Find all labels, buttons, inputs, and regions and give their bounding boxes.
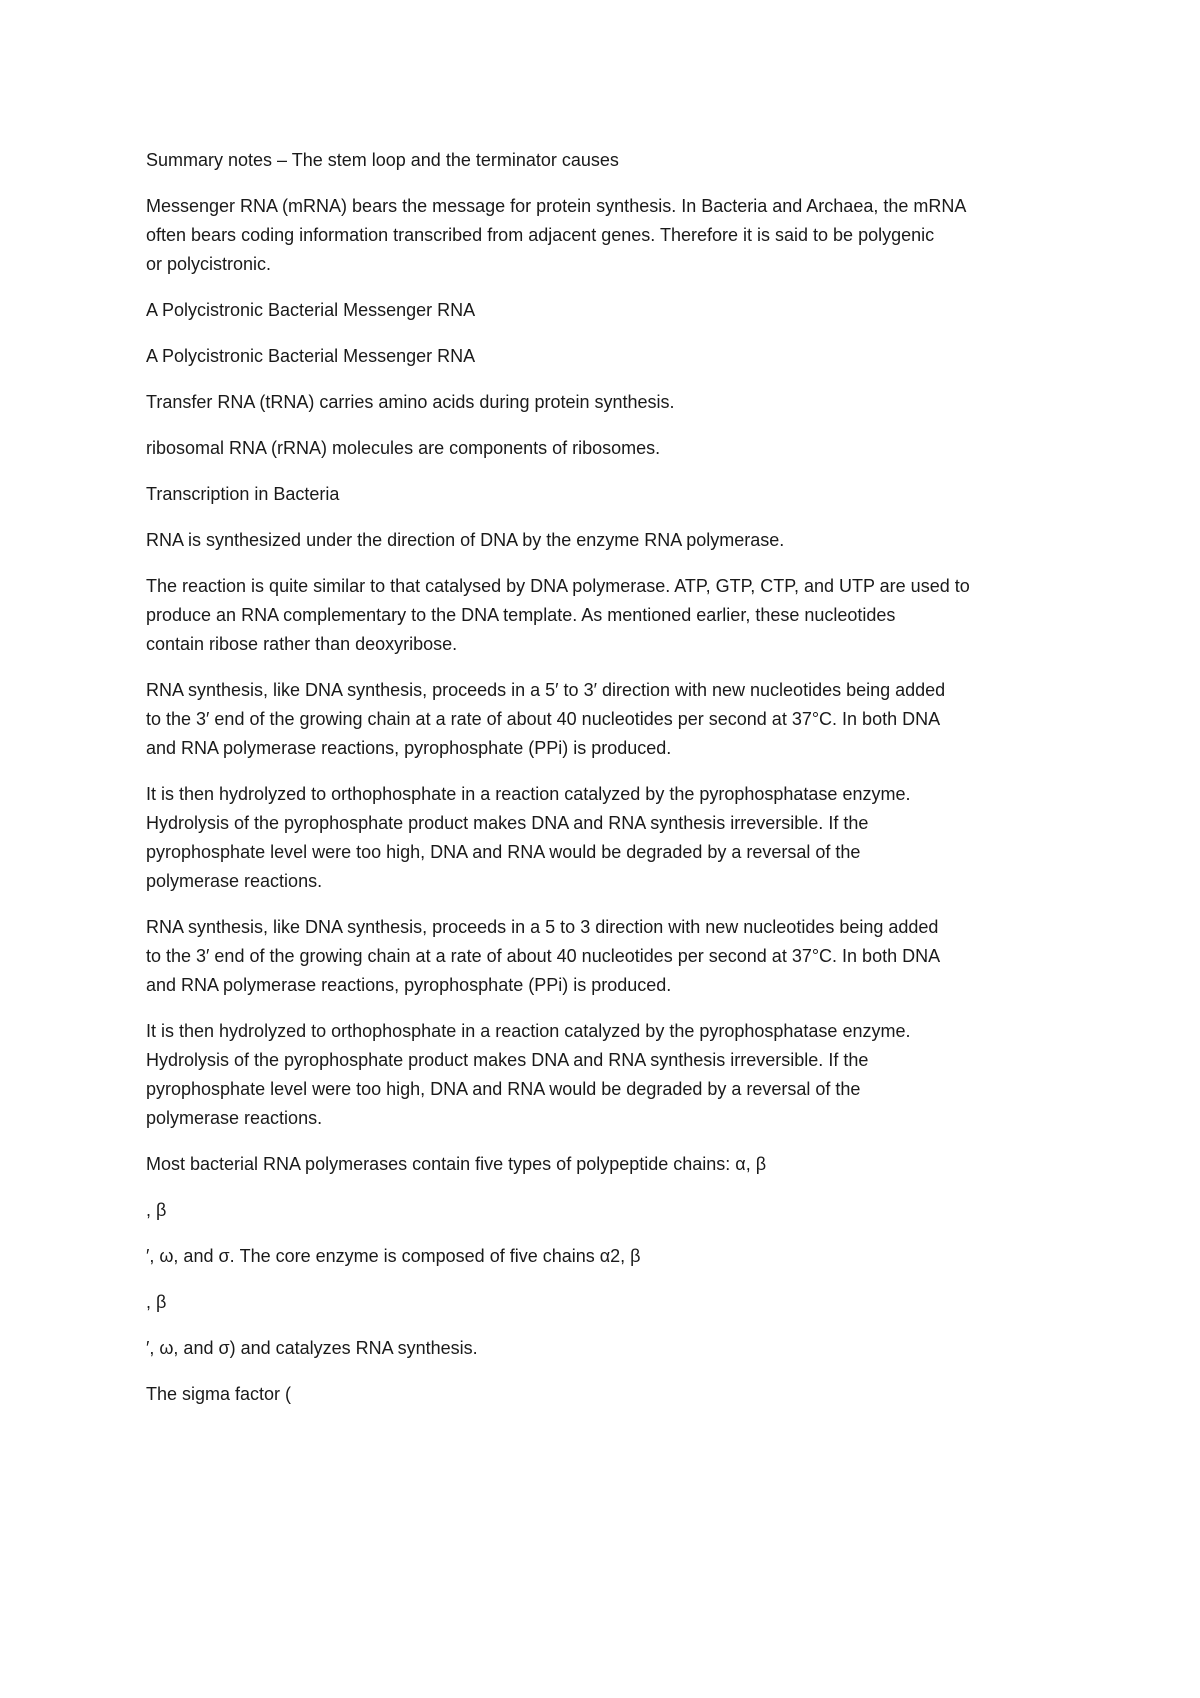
paragraph	[146, 146, 1076, 175]
paragraph	[146, 342, 1076, 371]
text-line: Most bacterial RNA polymerases contain five types of polypeptide chains: α, β	[146, 1154, 767, 1174]
paragraph	[146, 388, 1076, 417]
text-line: RNA synthesis, like DNA synthesis, proceeds in a 5 to 3 direction with new nucleotides being added	[146, 917, 939, 937]
text-line: Transcription in Bacteria	[146, 484, 340, 504]
paragraph	[146, 434, 1076, 463]
paragraph	[146, 1380, 1076, 1409]
text-line: , β	[146, 1200, 167, 1220]
text-line: RNA is synthesized under the direction of DNA by the enzyme RNA polymerase.	[146, 530, 785, 550]
text-line: and RNA polymerase reactions, pyrophosphate (PPi) is produced.	[146, 738, 672, 758]
paragraph	[146, 1196, 1076, 1225]
text-line: pyrophosphate level were too high, DNA and RNA would be degraded by a reversal of the	[146, 1079, 861, 1099]
text-line: A Polycistronic Bacterial Messenger RNA	[146, 346, 476, 366]
text-line: often bears coding information transcribed from adjacent genes. Therefore it is said to be polygenic	[146, 225, 935, 245]
text-line: ribosomal RNA (rRNA) molecules are components of ribosomes.	[146, 438, 661, 458]
document-body	[146, 146, 1076, 1426]
text-line: Summary notes – The stem loop and the terminator causes	[146, 150, 619, 170]
text-line: ′, ω, and σ) and catalyzes RNA synthesis.	[146, 1338, 478, 1358]
text-line: ′, ω, and σ. The core enzyme is composed of five chains α2, β	[146, 1246, 641, 1266]
text-line: produce an RNA complementary to the DNA template. As mentioned earlier, these nucleotides	[146, 605, 896, 625]
text-line: RNA synthesis, like DNA synthesis, proceeds in a 5′ to 3′ direction with new nucleotides being added	[146, 680, 946, 700]
text-line: The sigma factor (	[146, 1384, 292, 1404]
paragraph	[146, 480, 1076, 509]
paragraph	[146, 192, 1076, 279]
text-line: Hydrolysis of the pyrophosphate product makes DNA and RNA synthesis irreversible. If the	[146, 1050, 869, 1070]
text-line: polymerase reactions.	[146, 871, 323, 891]
paragraph	[146, 780, 1076, 896]
paragraph	[146, 572, 1076, 659]
paragraph	[146, 526, 1076, 555]
text-line: and RNA polymerase reactions, pyrophosphate (PPi) is produced.	[146, 975, 672, 995]
paragraph	[146, 1242, 1076, 1271]
text-line: , β	[146, 1292, 167, 1312]
text-line: to the 3′ end of the growing chain at a rate of about 40 nucleotides per second at 37°C. In both DNA	[146, 709, 941, 729]
paragraph	[146, 1334, 1076, 1363]
text-line: Transfer RNA (tRNA) carries amino acids during protein synthesis.	[146, 392, 675, 412]
paragraph	[146, 1288, 1076, 1317]
text-line: The reaction is quite similar to that catalysed by DNA polymerase. ATP, GTP, CTP, and UTP are used to	[146, 576, 970, 596]
text-line: It is then hydrolyzed to orthophosphate in a reaction catalyzed by the pyrophosphatase enzyme.	[146, 1021, 911, 1041]
text-line: pyrophosphate level were too high, DNA and RNA would be degraded by a reversal of the	[146, 842, 861, 862]
paragraph	[146, 676, 1076, 763]
text-line: contain ribose rather than deoxyribose.	[146, 634, 458, 654]
paragraph	[146, 1017, 1076, 1133]
text-line: to the 3′ end of the growing chain at a rate of about 40 nucleotides per second at 37°C. In both DNA	[146, 946, 941, 966]
text-line: A Polycistronic Bacterial Messenger RNA	[146, 300, 476, 320]
text-line: Messenger RNA (mRNA) bears the message for protein synthesis. In Bacteria and Archaea, the mRNA	[146, 196, 967, 216]
text-line: polymerase reactions.	[146, 1108, 323, 1128]
paragraph	[146, 913, 1076, 1000]
text-line: It is then hydrolyzed to orthophosphate in a reaction catalyzed by the pyrophosphatase enzyme.	[146, 784, 911, 804]
text-line: Hydrolysis of the pyrophosphate product makes DNA and RNA synthesis irreversible. If the	[146, 813, 869, 833]
paragraph	[146, 1150, 1076, 1179]
text-line: or polycistronic.	[146, 254, 272, 274]
paragraph	[146, 296, 1076, 325]
